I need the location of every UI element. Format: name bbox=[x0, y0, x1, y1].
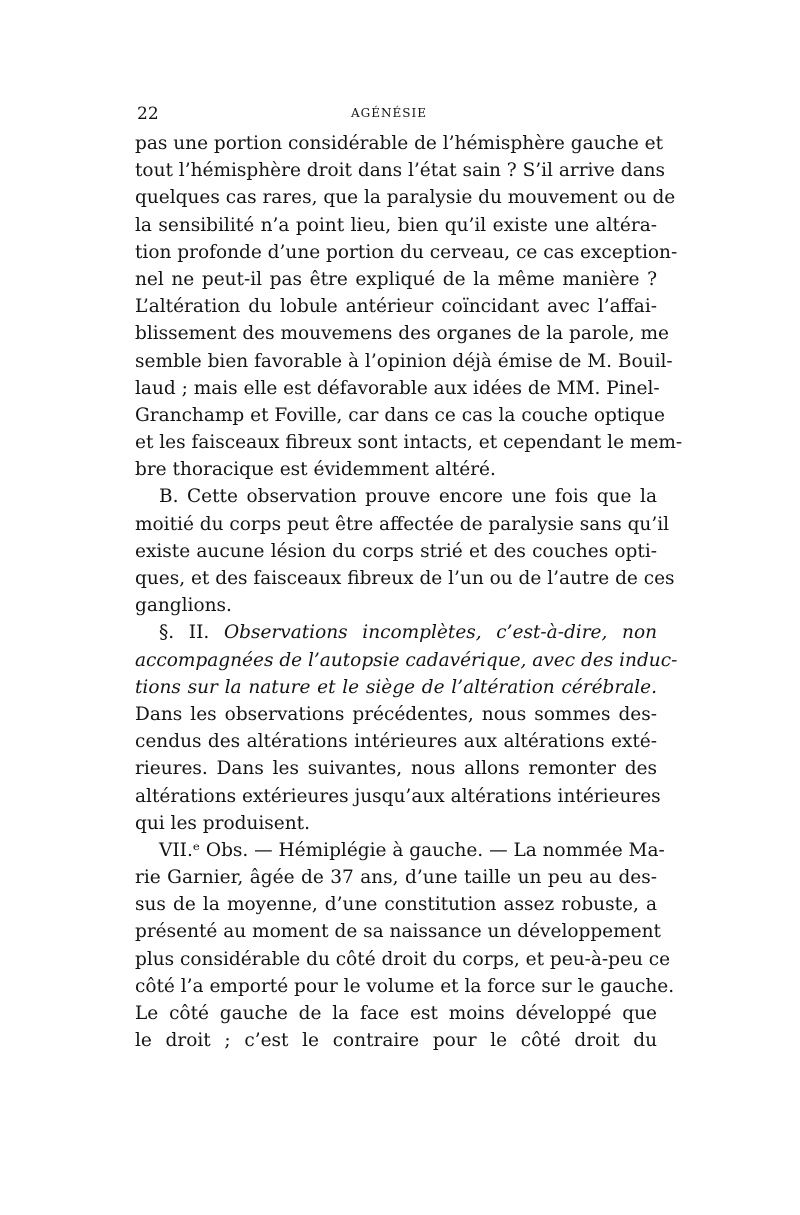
text-line: ganglions. bbox=[135, 595, 232, 617]
text-line: L’altération du lobule antérieur coïncidant avec l’affai- bbox=[135, 296, 657, 318]
text-line: Dans les observations précédentes, nous sommes des- bbox=[135, 703, 657, 725]
text-line: rieures. Dans les suivantes, nous allons remonter des bbox=[135, 758, 657, 780]
text-line: moitié du corps peut être affectée de paralysie sans qu’il bbox=[135, 513, 670, 535]
text-line: quelques cas rares, que la paralysie du mouvement ou de bbox=[135, 187, 676, 209]
running-title: AGÉNÉSIE bbox=[351, 106, 427, 120]
text-line: bre thoracique est évidemment altéré. bbox=[135, 459, 496, 481]
text-line: sus de la moyenne, d’une constitution assez robuste, a bbox=[135, 894, 657, 916]
page-header bbox=[135, 104, 657, 130]
text-line: côté l’a emporté pour le volume et la force sur le gauche. bbox=[135, 975, 675, 997]
text-line: laud ; mais elle est défavorable aux idées de MM. Pinel- bbox=[135, 377, 660, 399]
text-line: présenté au moment de sa naissance un développement bbox=[135, 921, 661, 943]
text-line: le droit ; c’est le contraire pour le côté droit du bbox=[135, 1030, 657, 1052]
section-number: §. II. bbox=[159, 622, 210, 644]
text-line: B. Cette observation prouve encore une fois que la bbox=[159, 486, 657, 508]
text-line: la sensibilité n’a point lieu, bien qu’il existe une altéra- bbox=[135, 214, 657, 236]
text-line: cendus des altérations intérieures aux altérations exté- bbox=[135, 731, 657, 753]
text-line: pas une portion considérable de l’hémisphère gauche et bbox=[135, 133, 664, 154]
text-line: et les faisceaux fibreux sont intacts, et cependant le mem- bbox=[135, 432, 683, 454]
text-line: accompagnées de l’autopsie cadavérique, avec des induc- bbox=[135, 649, 678, 671]
text-line: qui les produisent. bbox=[135, 812, 310, 834]
text-line bbox=[135, 619, 657, 646]
section-heading: Observations incomplètes, c’est-à-dire, non bbox=[223, 622, 658, 644]
text-line: tout l’hémisphère droit dans l’état sain ? S’il arrive dans bbox=[135, 160, 666, 182]
text-line: tions sur la nature et le siège de l’altération cérébrale. bbox=[135, 676, 657, 698]
text-line: existe aucune lésion du corps strié et des couches opti- bbox=[135, 540, 657, 562]
text-line: VII.ᵉ Obs. — Hémiplégie à gauche. — La nommée Ma- bbox=[159, 839, 665, 861]
page-number: 22 bbox=[137, 104, 159, 124]
text-line: Granchamp et Foville, car dans ce cas la couche optique bbox=[135, 404, 665, 426]
text-line: tion profonde d’une portion du cerveau, ce cas exception- bbox=[135, 241, 678, 263]
text-line: altérations extérieures jusqu’aux altérations intérieures bbox=[135, 785, 661, 807]
text-line: plus considérable du côté droit du corps, et peu-à-peu ce bbox=[135, 948, 671, 970]
text-line: rie Garnier, âgée de 37 ans, d’une taille un peu au des- bbox=[135, 867, 657, 889]
text-line: Le côté gauche de la face est moins développé que bbox=[135, 1003, 657, 1024]
text-line: ques, et des faisceaux fibreux de l’un ou de l’autre de ces bbox=[135, 568, 675, 589]
body-text bbox=[135, 130, 683, 1054]
text-block bbox=[135, 104, 683, 1054]
text-line: blissement des mouvemens des organes de la parole, me bbox=[135, 323, 669, 345]
text-line: nel ne peut-il pas être expliqué de la même manière ? bbox=[135, 268, 657, 290]
text-line: semble bien favorable à l’opinion déjà émise de M. Bouil- bbox=[135, 350, 673, 372]
